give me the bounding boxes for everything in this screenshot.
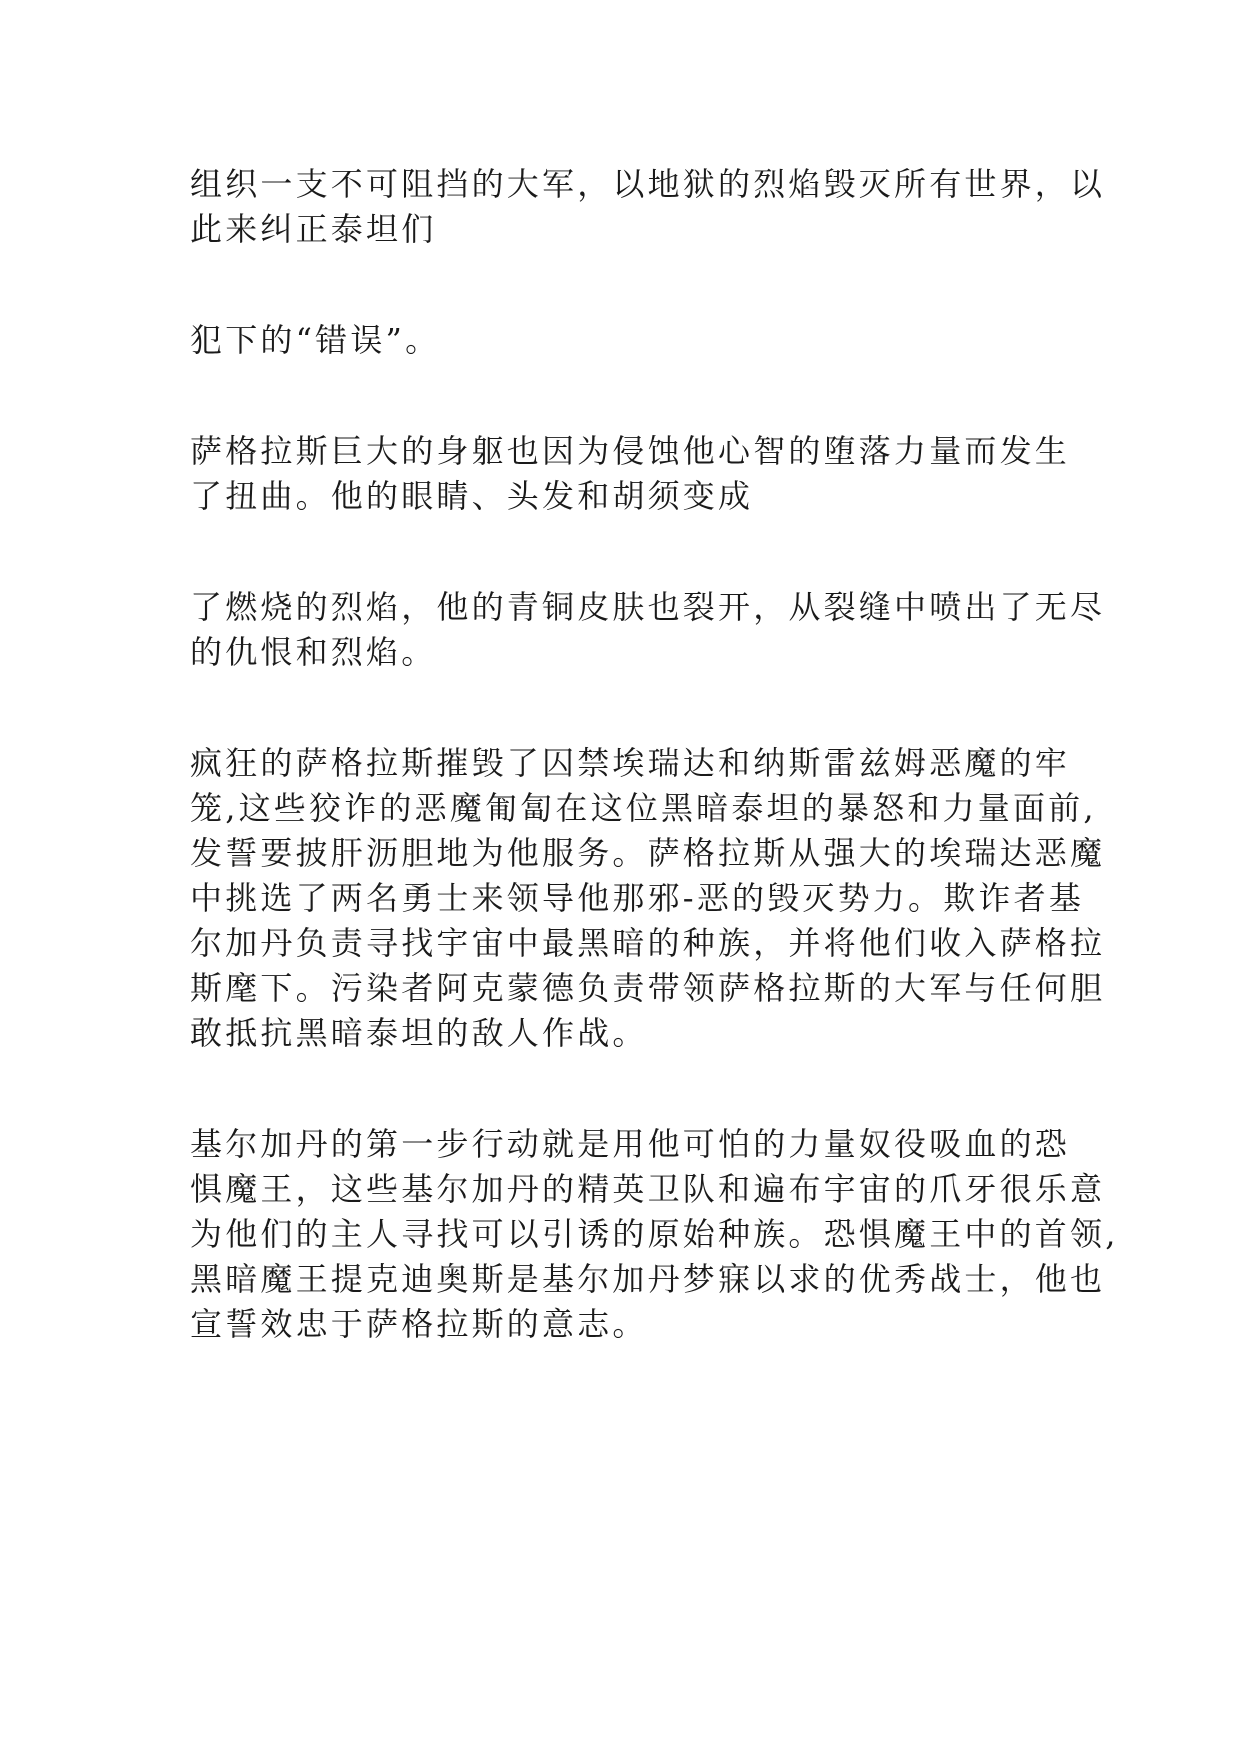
text-line: 宣誓效忠于萨格拉斯的意志。 bbox=[190, 1305, 648, 1343]
text-line: 中挑选了两名勇士来领导他那邪-恶的毁灭势力。欺诈者基 bbox=[190, 879, 1085, 917]
text-line: 此来纠正泰坦们 bbox=[190, 210, 437, 248]
text-line: 了燃烧的烈焰，他的青铜皮肤也裂开，从裂缝中喷出了无尽 bbox=[190, 588, 1106, 626]
text-line: 的仇恨和烈焰。 bbox=[190, 633, 437, 671]
text-line: 惧魔王，这些基尔加丹的精英卫队和遍布宇宙的爪牙很乐意 bbox=[190, 1170, 1106, 1208]
text-line: 尔加丹负责寻找宇宙中最黑暗的种族，并将他们收入萨格拉 bbox=[190, 924, 1106, 962]
paragraph-3 bbox=[190, 429, 1071, 519]
text-line: 了扭曲。他的眼睛、头发和胡须变成 bbox=[190, 477, 754, 515]
document-body bbox=[190, 162, 1119, 1413]
text-line: 基尔加丹的第一步行动就是用他可怕的力量奴役吸血的恐 bbox=[190, 1125, 1071, 1163]
paragraph-5 bbox=[190, 741, 1106, 1056]
text-line: 疯狂的萨格拉斯摧毁了囚禁埃瑞达和纳斯雷兹姆恶魔的牢 bbox=[190, 744, 1071, 782]
text-line: 发誓要披肝沥胆地为他服务。萨格拉斯从强大的埃瑞达恶魔 bbox=[190, 834, 1106, 872]
text-line: 敢抵抗黑暗泰坦的敌人作战。 bbox=[190, 1014, 648, 1052]
text-line: 黑暗魔王提克迪奥斯是基尔加丹梦寐以求的优秀战士，他也 bbox=[190, 1260, 1106, 1298]
paragraph-1 bbox=[190, 162, 1106, 252]
text-line: 笼,这些狡诈的恶魔匍匐在这位黑暗泰坦的暴怒和力量面前, bbox=[190, 789, 1097, 827]
text-line: 组织一支不可阻挡的大军，以地狱的烈焰毁灭所有世界，以 bbox=[190, 165, 1106, 203]
text-line: 犯下的“错误”。 bbox=[190, 321, 441, 359]
paragraph-2 bbox=[190, 318, 1065, 363]
text-line: 萨格拉斯巨大的身躯也因为侵蚀他心智的堕落力量而发生 bbox=[190, 432, 1071, 470]
paragraph-4 bbox=[190, 585, 1106, 675]
text-line: 为他们的主人寻找可以引诱的原始种族。恐惧魔王中的首领, bbox=[190, 1215, 1119, 1253]
paragraph-6 bbox=[190, 1122, 1119, 1347]
text-line: 斯麾下。污染者阿克蒙德负责带领萨格拉斯的大军与任何胆 bbox=[190, 969, 1106, 1007]
